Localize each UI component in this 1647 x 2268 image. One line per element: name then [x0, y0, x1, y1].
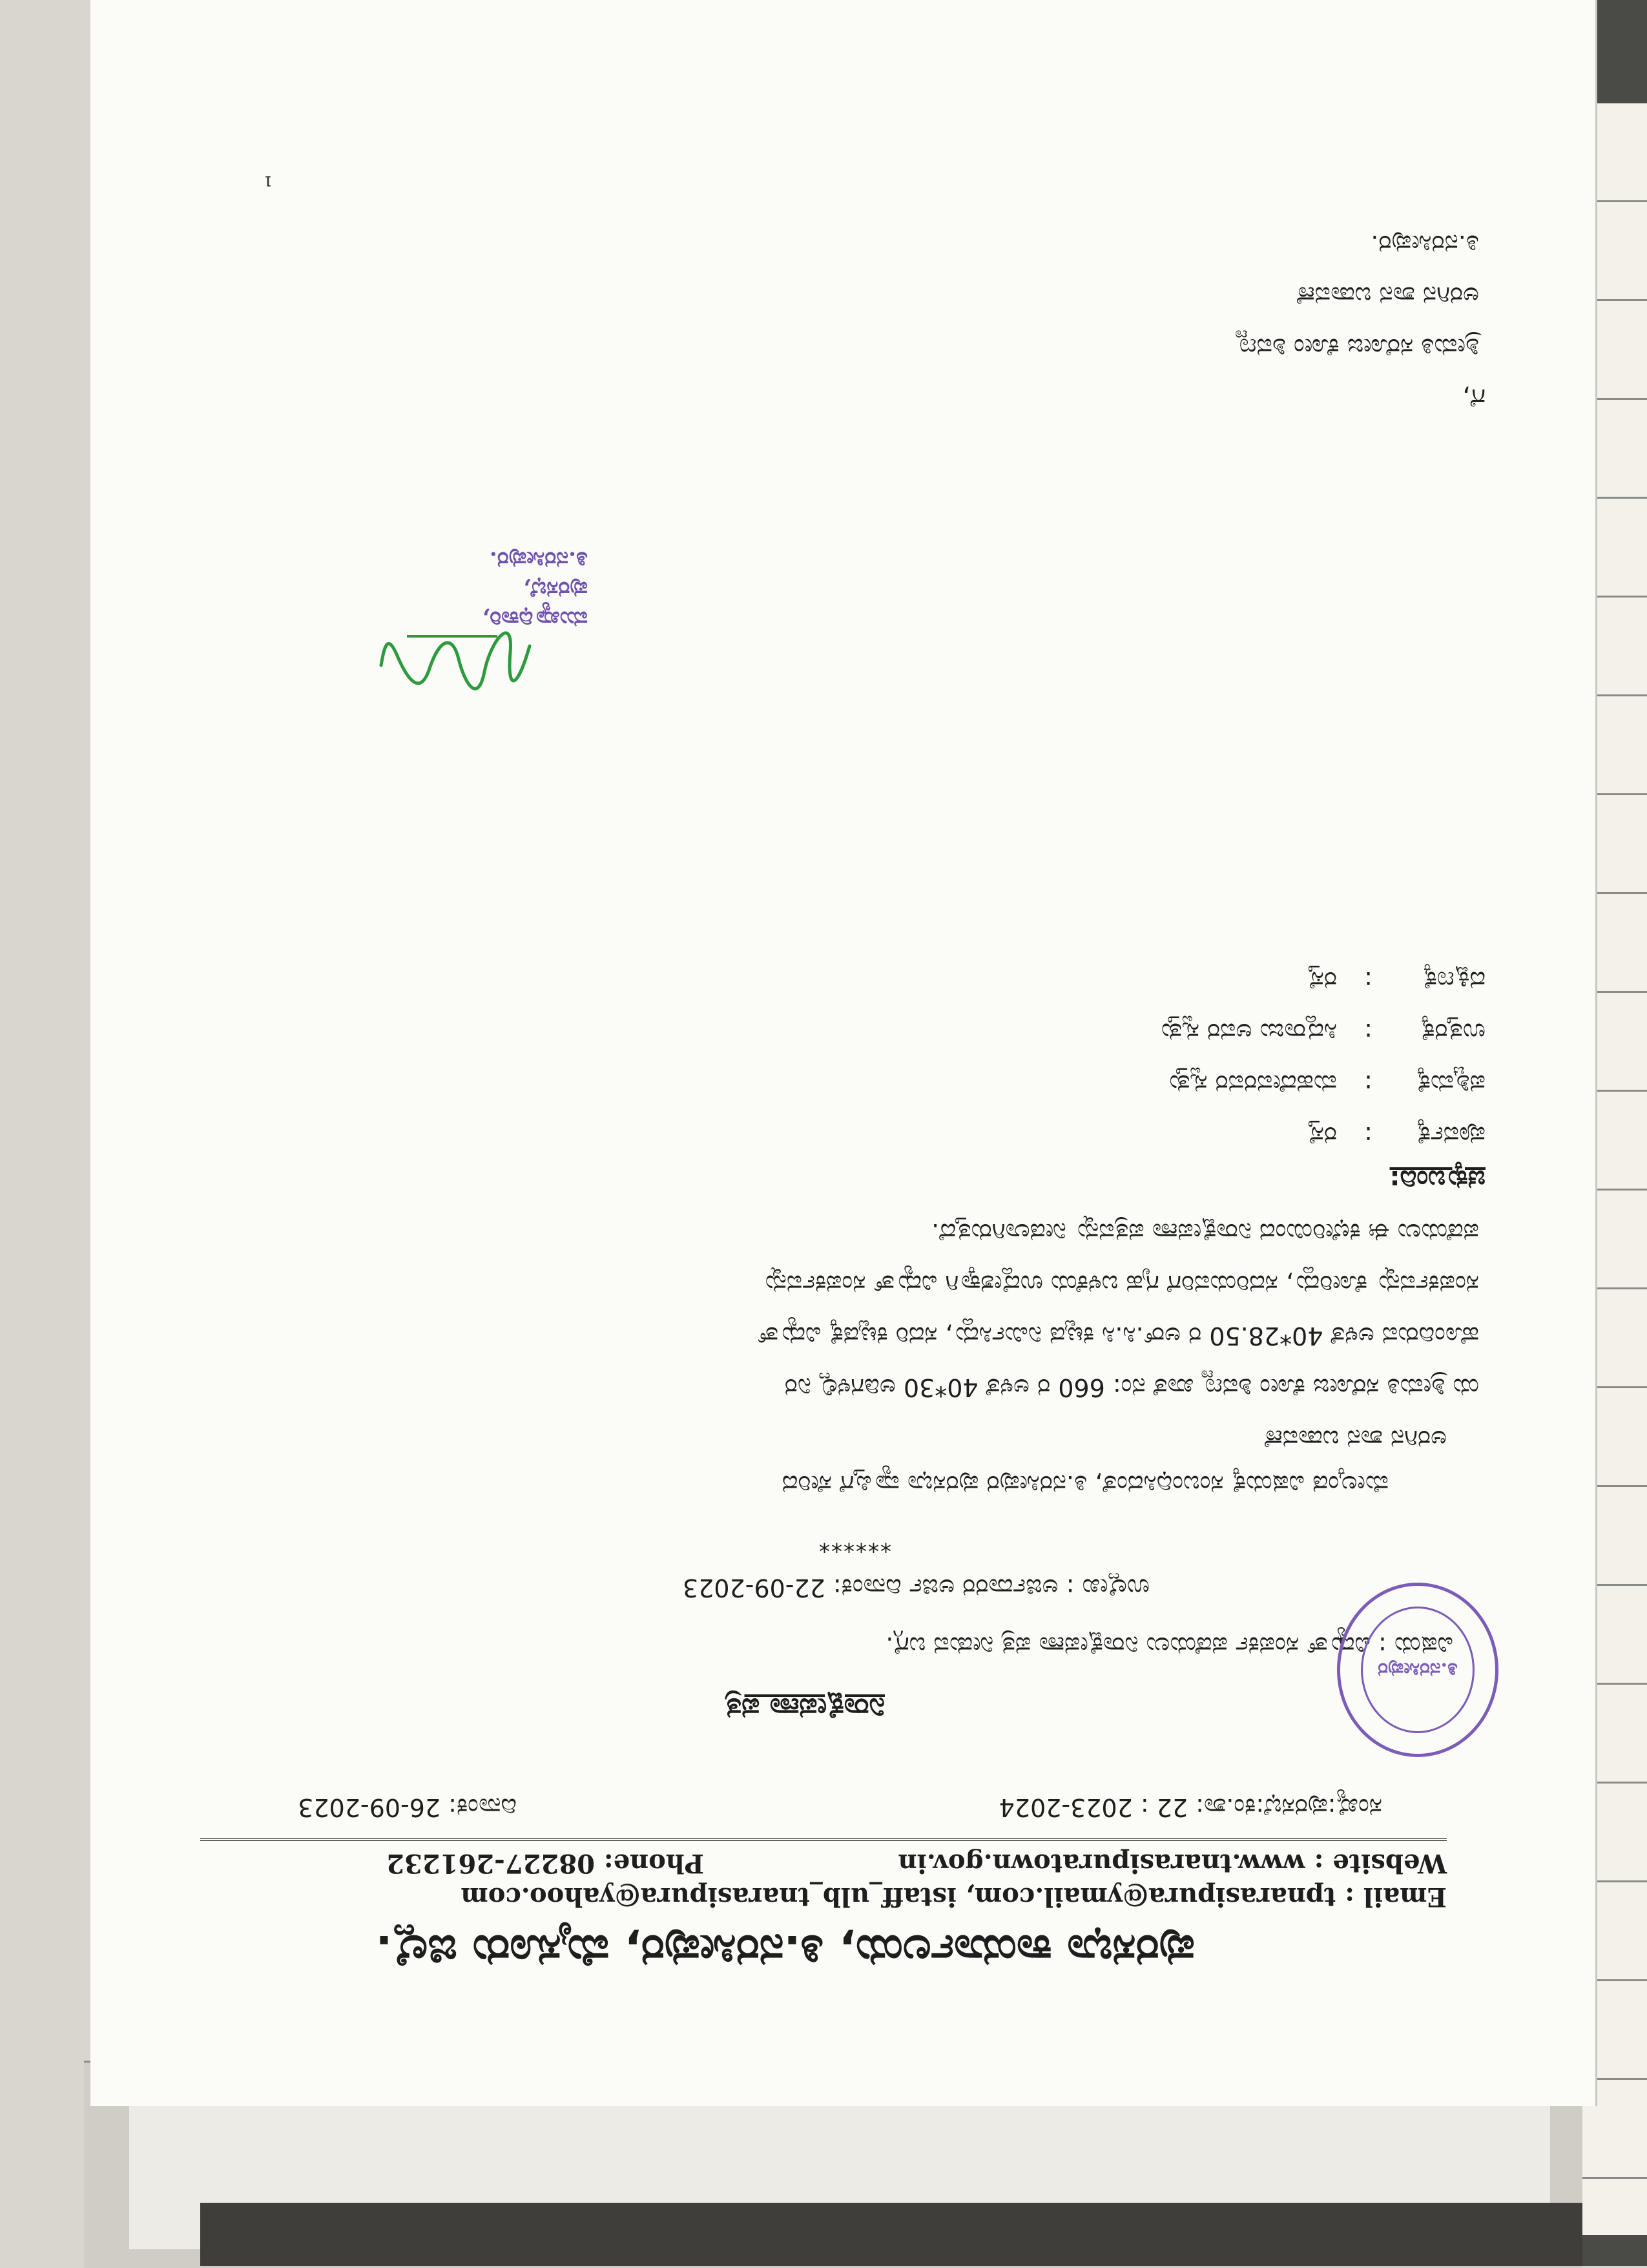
recipient-line: ಶ್ರೀಮತಿ ಸರೋಜ ಕೋಂ ಶಿವಣ್ಣ	[1236, 333, 1479, 362]
designation-line: ತಿ.ನರಸೀಪುರ.	[489, 546, 588, 573]
boundaries-label: ಚಕ್ಕುಬಂದಿ:	[1389, 1165, 1486, 1194]
boundary-direction: ಪೂರ್ವಕ್ಕೆ	[1416, 1121, 1486, 1150]
letter-page	[90, 0, 1597, 2106]
background-strip	[200, 2203, 1582, 2266]
letterhead-phone: Phone: 08227-261232	[386, 1848, 704, 1878]
recipient-line: ತಿ.ನರಸೀಪುರ.	[1371, 230, 1479, 258]
recipient-line: ಅರಗಿನ ಶಾನ ಬಡಾವಣೆ	[1297, 282, 1479, 310]
office-seal-text: ತಿ.ನರಸೀಪುರ	[1361, 1607, 1475, 1733]
boundary-colon: :	[1364, 1070, 1372, 1098]
body-line: ಅರಗಿನ ಶಾನ ಬಡಾವಣೆ	[1265, 1425, 1447, 1453]
office-seal	[1337, 1583, 1498, 1757]
body-line: ಸಂಪರ್ಕವನ್ನು ಕೋರಿದ್ದು, ಸದರಿಯವರಿಗೆ ಗೃಹ ಬಳಕೆಯ ಉದ್ದೇಶಕ್ಕಾಗಿ ವಿದ್ಯುತ್ ಸಂಪರ್ಕವನ್ನು	[761, 1270, 1479, 1298]
recipient-to: ಗೆ,	[1462, 383, 1486, 413]
body-line: ಮೇಲ್ಕಂಡ ವಿಷಯಕ್ಕೆ ಸಂಬಂಧಿಸಿದಂತೆ, ತಿ.ನರಸೀಪುರ ಪುರಸಭಾ ವ್ಯಾಪ್ತಿಗೆ ಸೇರಿದ	[782, 1470, 1389, 1499]
letterhead-email: Email : tpnarasipura@ymail.com, istaff_ulb_tnarasipura@yahoo.com	[461, 1882, 1447, 1912]
reference-number: ಸಂಖ್ಯೆ:ಪುರಸಭೆ:ಕಂ.ಶಾ: 22 : 2023-2024	[999, 1793, 1382, 1822]
separator-stars: ******	[818, 1531, 891, 1557]
reference-line: ಉಲ್ಲೇಖ : ಅರ್ಜಿದಾರರ ಅರ್ಜಿ ದಿನಾಂಕ: 22-09-2023	[682, 1574, 1150, 1602]
letterhead-title: ಪುರಸಭಾ ಕಾರ್ಯಾಲಯ, ತಿ.ನರಸೀಪುರ, ಮೈಸೂರು ಜಿಲ್ಲೆ.	[375, 1925, 1195, 1976]
boundary-direction: ದಕ್ಷಿಣಕ್ಕೆ	[1422, 966, 1486, 995]
boundary-value: ರಸ್ತೆ	[1307, 1121, 1337, 1150]
letterhead-divider	[200, 1838, 1447, 1841]
boundary-colon: :	[1364, 1121, 1372, 1150]
designation-line: ಪುರಸಭೆ,	[523, 576, 588, 603]
letterhead-website: Website : www.tnarasipuratown.gov.in	[898, 1848, 1447, 1878]
boundary-colon: :	[1364, 966, 1372, 995]
letter-content-upside-down	[90, 0, 1595, 2106]
subject-line: ವಿಷಯ : ವಿದ್ಯುತ್ ಸಂಪರ್ಕ ಪಡೆಯಲು ನಿರಾಕ್ಷೇಪಣಾ ಪತ್ರ ನೀಡುವ ಬಗ್ಗೆ.	[886, 1632, 1453, 1660]
handwritten-signature	[375, 627, 536, 698]
boundary-direction: ಉತ್ತರಕ್ಕೆ	[1420, 1018, 1486, 1046]
body-line: ಯ ಶ್ರೀಮತಿ ಸರೋಜ ಕೋಂ ಶಿವಣ್ಣ ಖಾತೆ ನಂ: 660 ರ ಅಳತೆ 40*30 ಅಡಿಗಳಲ್ಲಿ ನಿರ	[784, 1373, 1479, 1402]
boundary-direction: ಪಶ್ಚಿಮಕ್ಕೆ	[1416, 1070, 1486, 1098]
boundary-value: ರಸ್ತೆ	[1307, 966, 1337, 995]
body-line: ಪಡೆಯಲು ಈ ಕಛೇರಿಯಿಂದ ನಿರಾಕ್ಷೇಪಣಾ ಪತ್ರವನ್ನು ನೀಡಲಾಗಿರುತ್ತದೆ.	[931, 1218, 1479, 1247]
boundary-value: ಮಹದೇವರವರ ಸ್ವತ್ತು	[1167, 1070, 1337, 1098]
boundary-value: ಸಿದ್ದರಾಜು ಅವರ ಸ್ವತ್ತು	[1159, 1018, 1337, 1046]
designation-line: ಮುಖ್ಯಾಧಿಕಾರಿ,	[482, 606, 588, 632]
pen-mark: ı	[265, 171, 271, 194]
reference-date: ದಿನಾಂಕ: 26-09-2023	[298, 1793, 517, 1822]
boundary-colon: :	[1364, 1018, 1372, 1046]
document-heading: ನಿರಾಕ್ಷೇಪಣಾ ಪತ್ರ	[725, 1692, 885, 1725]
officer-designation-stamp	[482, 544, 588, 633]
body-line: ಹೊಂದಿರುವ ಅಳತೆ 40*28.50 ರ ಅರ್.ಸಿ.ಸಿ ಕಟ್ಟಡ ನಿರ್ಮಿಸಿದ್ದು, ಸದರಿ ಕಟ್ಟಡಕ್ಕೆ ವಿದ್ಯುತ್	[757, 1322, 1479, 1350]
